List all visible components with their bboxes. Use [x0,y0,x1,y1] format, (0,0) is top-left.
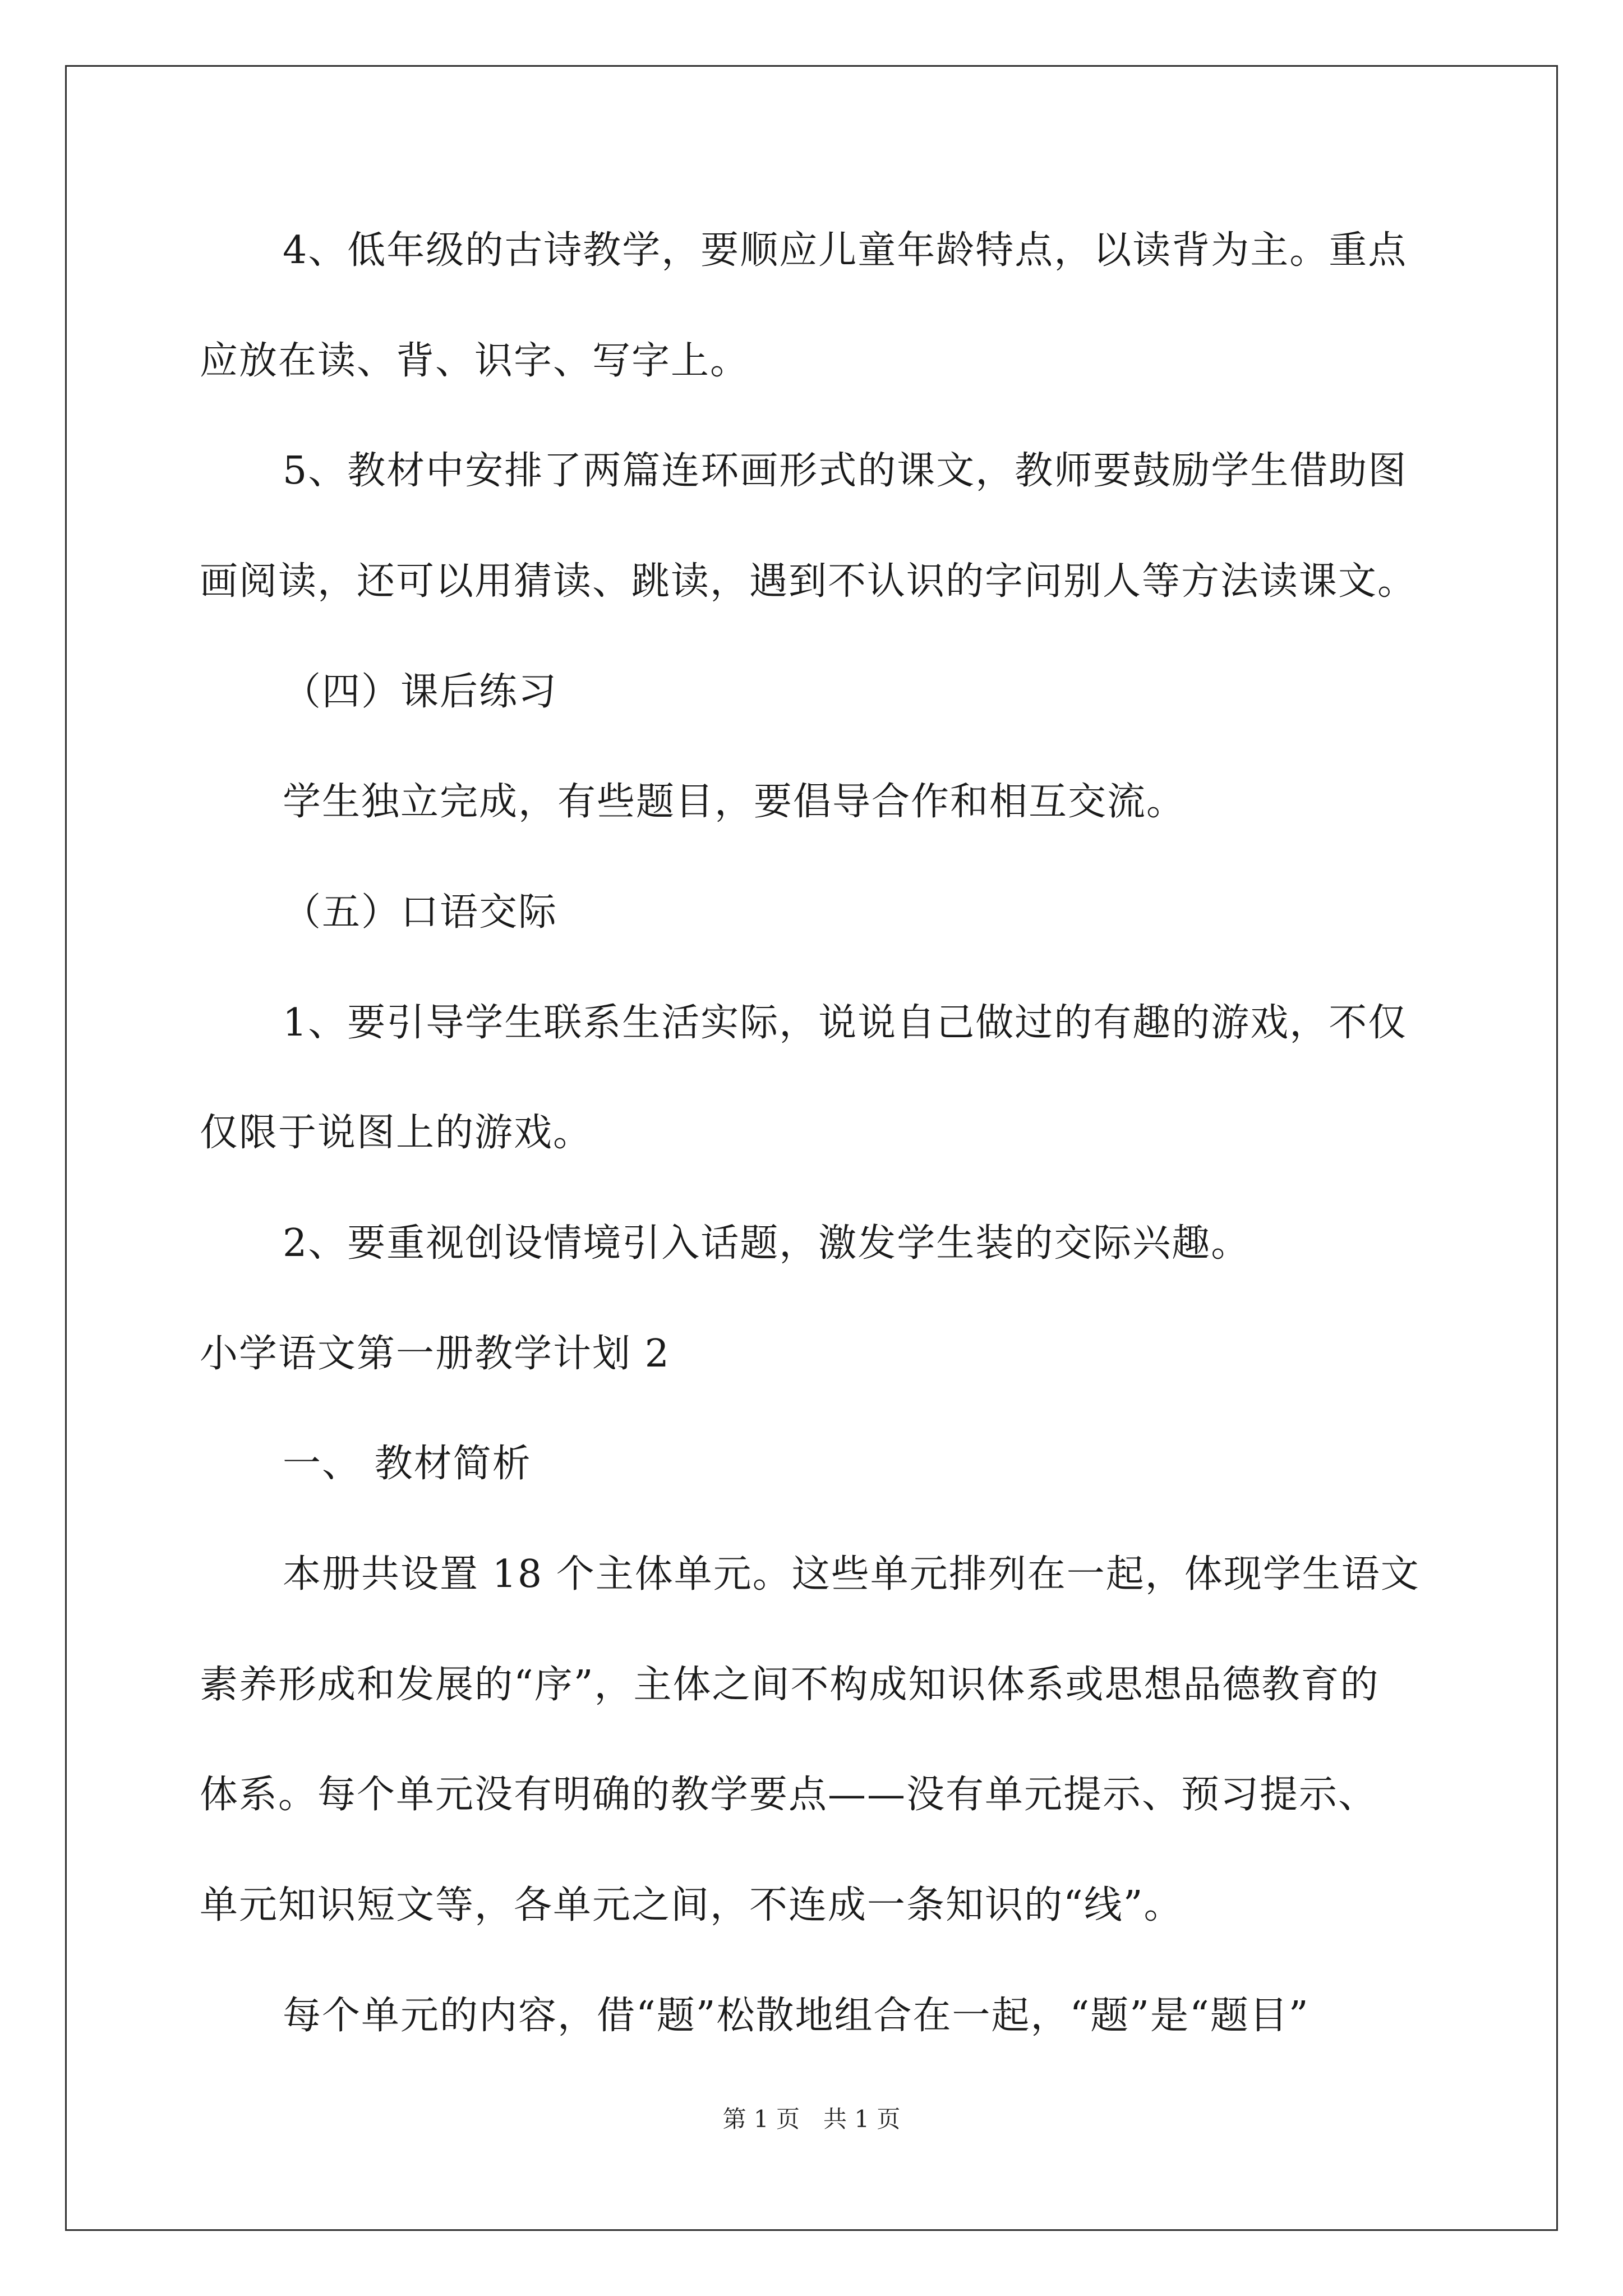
document-title: 小学语文第一册教学计划 2 [200,1332,670,1376]
paragraph-line: 学生独立完成，有些题目，要倡导合作和相互交流。 [283,780,1186,824]
page-number-footer: 第 1 页 共 1 页 [722,2105,901,2133]
section-heading: 一、 教材简析 [283,1442,532,1486]
section-heading: （五）口语交际 [283,890,558,935]
paragraph-line: 5、教材中安排了两篇连环画形式的课文，教师要鼓励学生借助图 [283,449,1408,493]
paragraph-line: 4、低年级的古诗教学，要顺应儿童年龄特点，以读背为主。重点 [283,228,1408,273]
paragraph-line: 体系。每个单元没有明确的教学要点——没有单元提示、预习提示、 [200,1773,1378,1817]
section-heading: （四）课后练习 [283,670,558,714]
paragraph-line: 每个单元的内容，借“题”松散地组合在一起，“题”是“题目” [283,1994,1310,2038]
paragraph-line: 画阅读，还可以用猜读、跳读，遇到不认识的字问别人等方法读课文。 [200,559,1417,604]
paragraph-line: 2、要重视创设情境引入话题，激发学生装的交际兴趣。 [283,1221,1251,1266]
paragraph-line: 仅限于说图上的游戏。 [200,1111,593,1155]
paragraph-line: 1、要引导学生联系生活实际，说说自己做过的有趣的游戏，不仅 [283,1001,1408,1045]
paragraph-line: 素养形成和发展的“序”，主体之间不构成知识体系或思想品德教育的 [200,1663,1380,1707]
paragraph-line: 单元知识短文等，各单元之间，不连成一条知识的“线”。 [200,1883,1183,1927]
paragraph-line: 本册共设置 18 个主体单元。这些单元排列在一起，体现学生语文 [283,1552,1420,1596]
paragraph-line: 应放在读、背、识字、写字上。 [200,339,750,383]
